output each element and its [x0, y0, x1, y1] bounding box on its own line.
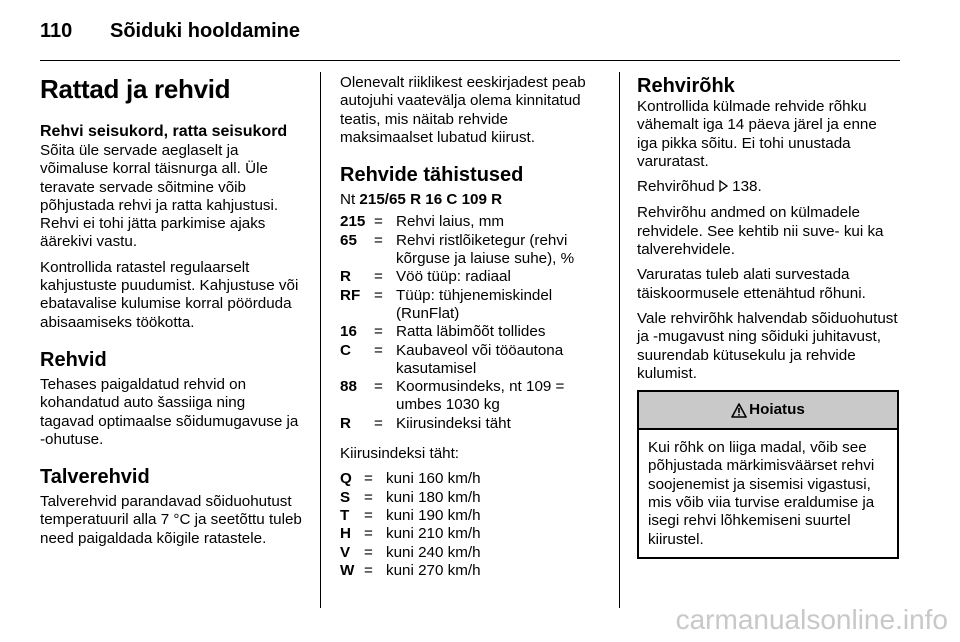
chapter-title: Sõiduki hooldamine	[110, 20, 301, 42]
watermark-text: carmanualsonline.info	[675, 604, 948, 635]
warning-header	[639, 392, 897, 430]
warning-title: Hoiatus	[749, 401, 805, 418]
subsection-title-winter-tyres: Talverehvid	[40, 466, 150, 489]
header-rule	[40, 60, 900, 61]
column-2	[340, 74, 604, 592]
paragraph: Tehases paigaldatud rehvid on kohandatud auto šassiiga ning tagavad optimaalse sõidumugavuse ja -ohutuse.	[40, 375, 299, 448]
warning-box	[637, 390, 899, 559]
list-item: S = kuni 180 km/h	[340, 488, 481, 506]
column-1	[40, 74, 302, 555]
list-item: Q = kuni 160 km/h	[340, 470, 481, 488]
list-item: V = kuni 240 km/h	[340, 543, 481, 561]
example-line	[340, 191, 604, 209]
subsection-title-tyre-designations: Rehvide tähistused	[340, 164, 524, 187]
list-item: RF = Tüüp: tühjenemiskindel (RunFlat)	[340, 286, 553, 322]
speed-index-list	[340, 470, 604, 580]
paragraph: Talverehvid parandavad sõiduohutust temperatuuril alla 7 °C ja seetõttu tuleb need paigaldada kõigile ratastele.	[40, 493, 302, 547]
section-title-wheels-tyres: Rattad ja rehvid	[40, 74, 231, 104]
reference-text: Rehvirõhud	[637, 178, 715, 196]
paragraph	[637, 178, 901, 197]
list-item: 65 = Rehvi ristlõiketegur (rehvi kõrguse ja laiuse suhe), %	[340, 231, 575, 268]
subsection-title-condition: Rehvi seisukord, ratta seisukord	[40, 123, 288, 140]
speed-index-heading: Kiirusindeksi täht:	[340, 445, 460, 463]
warning-text: Kui rõhk on liiga madal, võib see põhjustada märkimisväärset rehvi soojenemist ja sisemisi vigastusi, mis võib viia turvise eraldumise ja isegi rehvi lõhkemiseni suurtel kiirustel.	[648, 439, 875, 548]
column-divider-2	[619, 72, 620, 608]
paragraph: Rehvirõhu andmed on külmadele rehvidele. See kehtib nii suve- kui ka talverehvidele.	[637, 204, 884, 259]
paragraph: Olenevalt riiklikest eeskirjadest peab autojuhi vaatevälja olema kinnitatud teatis, mis näitab rehvide maksimaalset lubatud kiirust.	[340, 74, 586, 146]
list-item: T = kuni 190 km/h	[340, 506, 481, 524]
warning-triangle-icon	[731, 403, 747, 418]
paragraph: Vale rehvirõhk halvendab sõiduohutust ja -mugavust ning sõiduki juhitavust, suurendab kütusekulu ja rehvide kulumist.	[637, 309, 898, 382]
subsection-title-tyres: Rehvid	[40, 348, 107, 371]
column-divider-1	[320, 72, 321, 608]
column-3	[637, 74, 901, 559]
paragraph: Kontrollida ratastel regulaarselt kahjustuste puudumist. Kahjustuse või ebatavalise kulumise korral pöörduda abisaamiseks töökotta.	[40, 258, 299, 331]
list-item: W = kuni 270 km/h	[340, 561, 481, 579]
subsection-title-tyre-pressure: Rehvirõhk	[637, 75, 735, 97]
list-item: C = Kaubaveol või tööautona kasutamisel	[340, 341, 564, 377]
designation-list	[340, 213, 604, 433]
list-item: 88 = Koormusindeks, nt 109 = umbes 1030 kg	[340, 378, 565, 414]
paragraph: Kontrollida külmade rehvide rõhku vähemalt iga 14 päeva järel ja enne iga pikka sõitu. Ei tohi unustada varuratast.	[637, 98, 877, 170]
example-code: 215/65 R 16 C 109 R	[359, 191, 503, 209]
paragraph: Varuratas tuleb alati survestada täiskoormusele ettenähtud rõhuni.	[637, 266, 866, 302]
page-reference[interactable]: 138.	[732, 178, 762, 196]
list-item: 16 = Ratta läbimõõt tollides	[340, 323, 546, 341]
page-reference-arrow-icon	[719, 179, 728, 197]
list-item: H = kuni 210 km/h	[340, 525, 481, 543]
page-number: 110	[40, 20, 73, 42]
list-item: 215 = Rehvi laius, mm	[340, 213, 505, 231]
list-item: R = Vöö tüüp: radiaal	[340, 268, 511, 286]
list-item: R = Kiirusindeksi täht	[340, 414, 511, 432]
example-prefix: Nt	[340, 191, 356, 209]
paragraph: Sõita üle servade aeglaselt ja võimaluse korral täisnurga all. Üle teravate servade sõitmine võib põhjustada rehvi ja ratta kahjustusi. Rehvi ei tohi jätta parkimise ajaks äärekivi vastu.	[40, 142, 279, 251]
